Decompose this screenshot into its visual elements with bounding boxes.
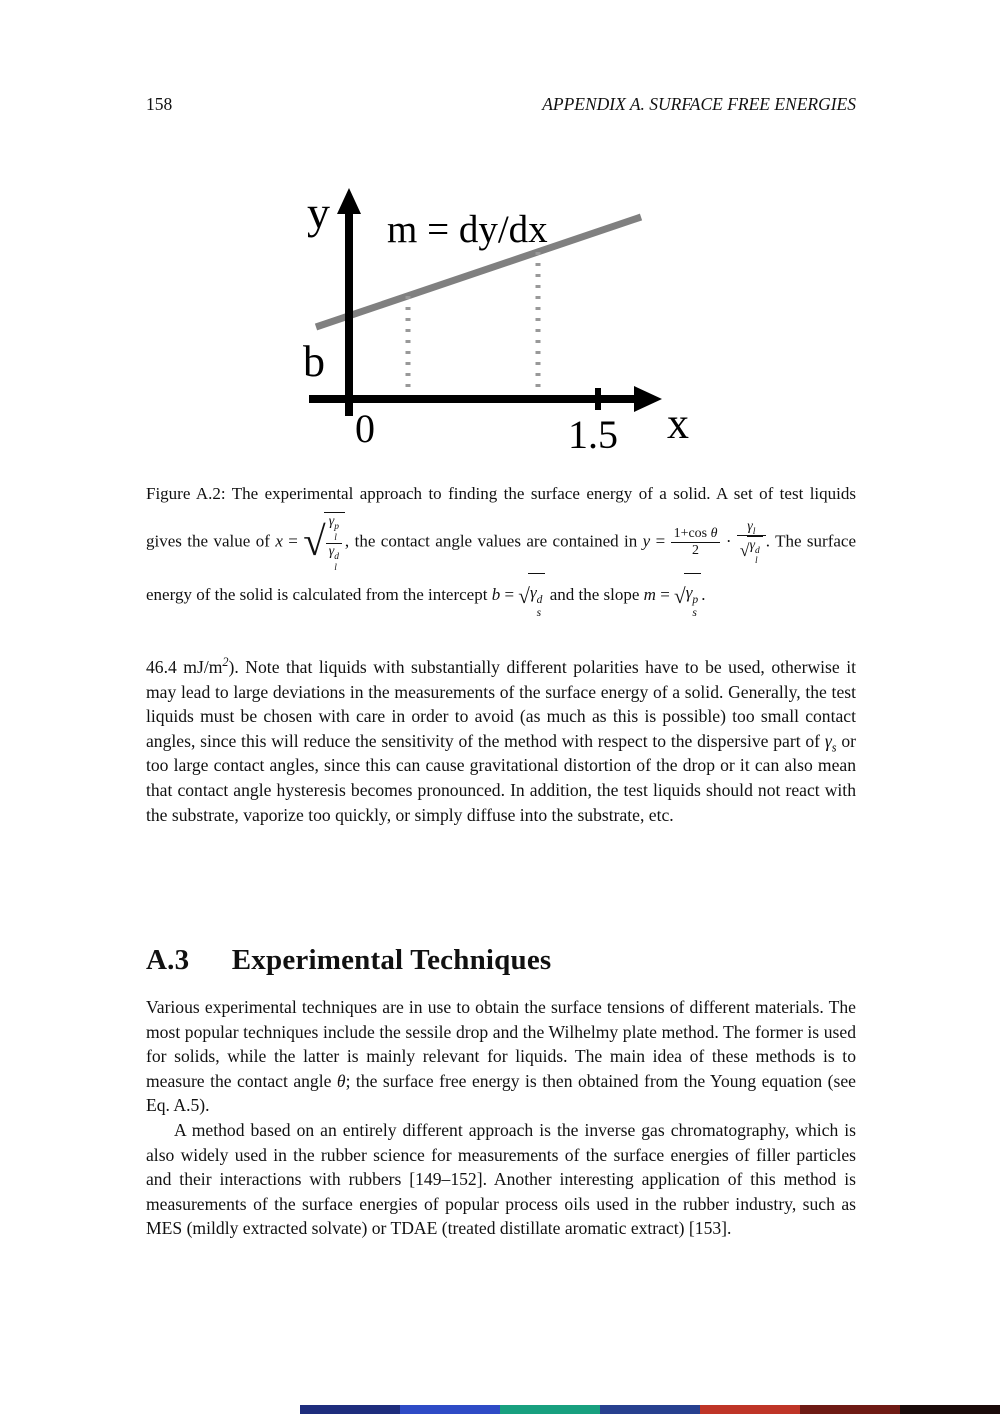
figure-caption: Figure A.2: The experimental approach to finding the surface energy of a solid. A set of test liquids gives the value of x = √ γ p l γ d l , the contact angle values are contained in y = $\frac{\text{1+cos θ}}{2}$ · $\gamma_l$ √ γ d l . The surface energy of the solid is calculated from the intercept b = √ γ d s and the slope m = √ γ p s . <box>146 484 857 620</box>
section-number: A.3 <box>146 944 190 976</box>
section-body <box>146 995 856 1241</box>
section-heading <box>146 944 551 977</box>
origin-label: 0 <box>355 406 375 451</box>
page-number: 158 <box>146 94 173 114</box>
figure <box>146 184 856 479</box>
figure-plot <box>291 184 711 479</box>
x-axis-arrow-icon <box>634 386 662 412</box>
y-axis-label: y <box>307 187 330 238</box>
x-axis-label: x <box>667 399 689 448</box>
page-header <box>146 94 856 115</box>
y-axis-arrow-icon <box>337 188 361 214</box>
paragraph-igc: A method based on an entirely different approach is the inverse gas chromatography, which is also widely used in the rubber science for measurements of the surface energies of filler particles and their interactions with rubbers [149–152]. Another interesting application of this method is measurements of the surface energies of popular process oils used in the rubber industry, such as MES (mildly extracted solvate) or TDAE (treated distillate aromatic extract) [153]. <box>146 1119 856 1239</box>
section-title: Experimental Techniques <box>231 944 552 976</box>
tick-label: 1.5 <box>568 412 618 457</box>
paragraph-techniques: Various experimental techniques are in use to obtain the surface tensions of different materials. The most popular techniques include the sessile drop and the Wilhelmy plate method. The former is used for solids, while the latter is mainly relevant for liquids. The main idea of these methods is to measure the contact angle θ; the surface free energy is then obtained from the Young equation (see Eq. A.5). <box>146 997 856 1116</box>
header-title: APPENDIX A. SURFACE FREE ENERGIES <box>542 94 856 114</box>
slope-equation-label: m = dy/dx <box>387 208 548 251</box>
paragraph-continuation: 46.4 $mJ/m^2$). Note that liquids with substantially different polarities have to be used, otherwise it may lead to large deviations in the measurements of the surface energy of a solid. Generally, the test liquids must be chosen with care in order to avoid (as much as this is possible) too small contact angles, since this will reduce the sensitivity of the method with respect to the dispersive part of $\gamma_s$ or too large contact angles, since this can cause gravitational distortion of the drop or it can also mean that contact angle hysteresis becomes pronounced. In addition, the test liquids should not react with the substrate, vaporize too quickly, or simply diffuse into the substrate, etc. <box>146 655 856 825</box>
intercept-label: b <box>303 337 325 386</box>
bottom-strip <box>300 1405 1000 1414</box>
